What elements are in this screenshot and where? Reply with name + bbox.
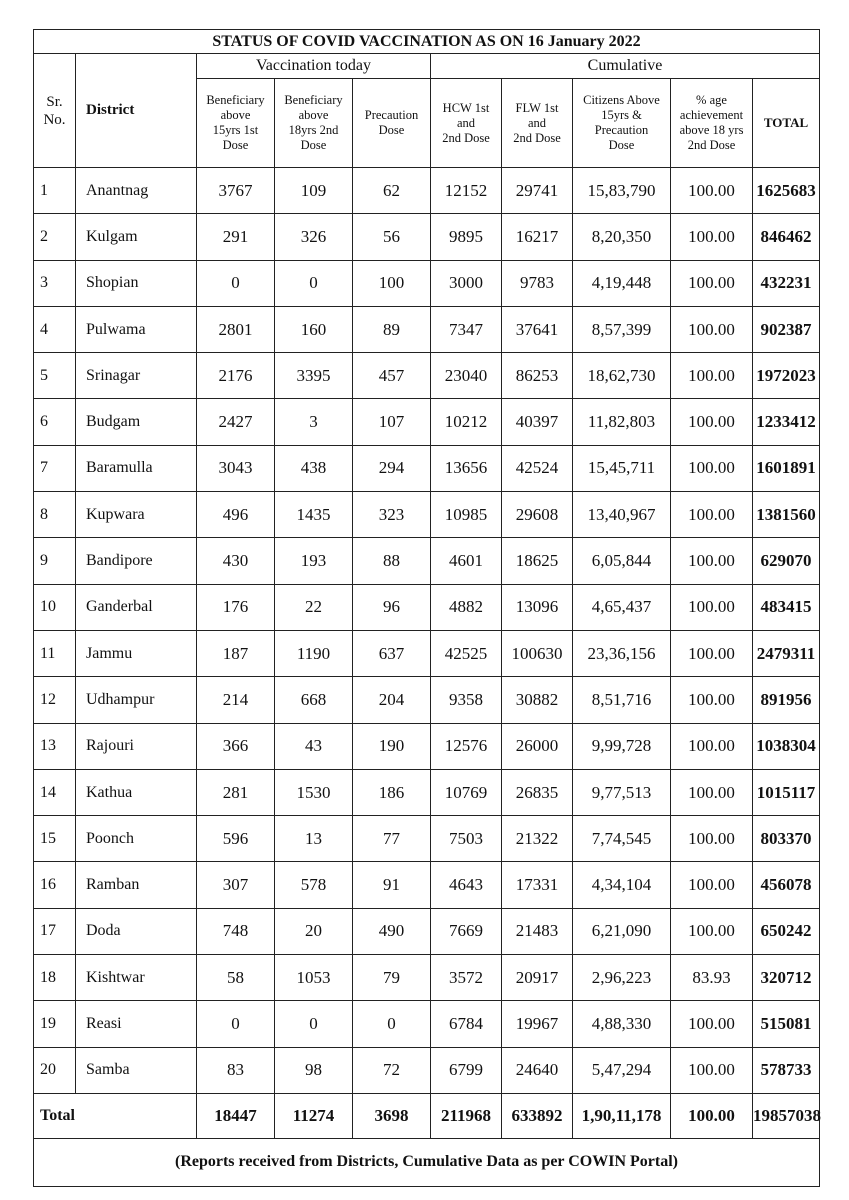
hcw-cell: 9895 bbox=[431, 214, 502, 260]
flw-cell: 29741 bbox=[502, 168, 573, 214]
precaution-cell: 294 bbox=[353, 445, 431, 491]
precaution-cell: 96 bbox=[353, 584, 431, 630]
table-row bbox=[34, 399, 820, 445]
citizens-cell: 4,88,330 bbox=[573, 1001, 671, 1047]
beneficiary-18yrs-cell: 1435 bbox=[275, 492, 353, 538]
beneficiary-15yrs-cell: 2427 bbox=[197, 399, 275, 445]
beneficiary-15yrs-cell: 58 bbox=[197, 955, 275, 1001]
district-cell: Rajouri bbox=[76, 723, 197, 769]
percentage-cell: 100.00 bbox=[671, 260, 753, 306]
district-cell: Doda bbox=[76, 908, 197, 954]
citizens-cell: 11,82,803 bbox=[573, 399, 671, 445]
sr-no-cell: 16 bbox=[34, 862, 76, 908]
district-cell: Bandipore bbox=[76, 538, 197, 584]
sr-no-cell: 18 bbox=[34, 955, 76, 1001]
flw-cell: 21322 bbox=[502, 816, 573, 862]
citizens-cell: 2,96,223 bbox=[573, 955, 671, 1001]
table-row bbox=[34, 723, 820, 769]
total-cell: 1601891 bbox=[753, 445, 820, 491]
citizens-cell: 15,45,711 bbox=[573, 445, 671, 491]
percentage-cell: 100.00 bbox=[671, 769, 753, 815]
totals-hcw: 211968 bbox=[431, 1093, 502, 1138]
percentage-cell: 100.00 bbox=[671, 723, 753, 769]
sr-no-cell: 15 bbox=[34, 816, 76, 862]
totals-b18: 11274 bbox=[275, 1093, 353, 1138]
total-cell: 456078 bbox=[753, 862, 820, 908]
precaution-cell: 0 bbox=[353, 1001, 431, 1047]
percentage-cell: 100.00 bbox=[671, 630, 753, 676]
flw-cell: 9783 bbox=[502, 260, 573, 306]
table-row bbox=[34, 630, 820, 676]
citizens-cell: 5,47,294 bbox=[573, 1047, 671, 1093]
total-cell: 650242 bbox=[753, 908, 820, 954]
beneficiary-18yrs-cell: 193 bbox=[275, 538, 353, 584]
table-row bbox=[34, 260, 820, 306]
precaution-cell: 72 bbox=[353, 1047, 431, 1093]
beneficiary-15yrs-cell: 0 bbox=[197, 1001, 275, 1047]
district-cell: Kupwara bbox=[76, 492, 197, 538]
percentage-cell: 100.00 bbox=[671, 399, 753, 445]
beneficiary-18yrs-cell: 438 bbox=[275, 445, 353, 491]
beneficiary-15yrs-cell: 0 bbox=[197, 260, 275, 306]
precaution-cell: 62 bbox=[353, 168, 431, 214]
sr-no-cell: 10 bbox=[34, 584, 76, 630]
precaution-cell: 56 bbox=[353, 214, 431, 260]
table-row bbox=[34, 816, 820, 862]
sr-no-cell: 17 bbox=[34, 908, 76, 954]
hcw-cell: 4601 bbox=[431, 538, 502, 584]
hcw-cell: 3000 bbox=[431, 260, 502, 306]
beneficiary-18yrs-cell: 3 bbox=[275, 399, 353, 445]
total-cell: 432231 bbox=[753, 260, 820, 306]
sr-no-cell: 5 bbox=[34, 353, 76, 399]
percentage-cell: 100.00 bbox=[671, 1047, 753, 1093]
beneficiary-18yrs-cell: 668 bbox=[275, 677, 353, 723]
beneficiary-15yrs-cell: 291 bbox=[197, 214, 275, 260]
total-cell: 515081 bbox=[753, 1001, 820, 1047]
percentage-cell: 100.00 bbox=[671, 908, 753, 954]
flw-cell: 26835 bbox=[502, 769, 573, 815]
percentage-cell: 83.93 bbox=[671, 955, 753, 1001]
hcw-cell: 42525 bbox=[431, 630, 502, 676]
totals-percentage: 100.00 bbox=[671, 1093, 753, 1138]
district-cell: Ganderbal bbox=[76, 584, 197, 630]
percentage-cell: 100.00 bbox=[671, 214, 753, 260]
total-cell: 846462 bbox=[753, 214, 820, 260]
beneficiary-18yrs-cell: 326 bbox=[275, 214, 353, 260]
beneficiary-15yrs-cell: 83 bbox=[197, 1047, 275, 1093]
beneficiary-15yrs-cell: 2801 bbox=[197, 306, 275, 352]
percentage-cell: 100.00 bbox=[671, 862, 753, 908]
table-row bbox=[34, 492, 820, 538]
flw-cell: 13096 bbox=[502, 584, 573, 630]
totals-grand-total: 19857038 bbox=[753, 1093, 820, 1138]
percentage-achievement-header: % age achievement above 18 yrs 2nd Dose bbox=[671, 79, 753, 168]
precaution-cell: 89 bbox=[353, 306, 431, 352]
flw-cell: 20917 bbox=[502, 955, 573, 1001]
hcw-cell: 12152 bbox=[431, 168, 502, 214]
hcw-cell: 10769 bbox=[431, 769, 502, 815]
beneficiary-18yrs-cell: 578 bbox=[275, 862, 353, 908]
percentage-cell: 100.00 bbox=[671, 168, 753, 214]
flw-cell: 17331 bbox=[502, 862, 573, 908]
percentage-cell: 100.00 bbox=[671, 492, 753, 538]
percentage-cell: 100.00 bbox=[671, 584, 753, 630]
sr-no-cell: 11 bbox=[34, 630, 76, 676]
flw-cell: 86253 bbox=[502, 353, 573, 399]
hcw-cell: 7669 bbox=[431, 908, 502, 954]
totals-flw: 633892 bbox=[502, 1093, 573, 1138]
table-row bbox=[34, 168, 820, 214]
sr-no-cell: 13 bbox=[34, 723, 76, 769]
table-row bbox=[34, 538, 820, 584]
beneficiary-18yrs-cell: 109 bbox=[275, 168, 353, 214]
totals-row bbox=[34, 1093, 820, 1138]
table-row bbox=[34, 769, 820, 815]
citizens-cell: 6,05,844 bbox=[573, 538, 671, 584]
totals-b15: 18447 bbox=[197, 1093, 275, 1138]
citizens-cell: 13,40,967 bbox=[573, 492, 671, 538]
flw-cell: 21483 bbox=[502, 908, 573, 954]
district-cell: Budgam bbox=[76, 399, 197, 445]
hcw-cell: 23040 bbox=[431, 353, 502, 399]
citizens-cell: 9,99,728 bbox=[573, 723, 671, 769]
vaccination-status-sheet bbox=[33, 29, 819, 1187]
beneficiary-15yrs-cell: 496 bbox=[197, 492, 275, 538]
hcw-header: HCW 1st and 2nd Dose bbox=[431, 79, 502, 168]
beneficiary-15yrs-cell: 596 bbox=[197, 816, 275, 862]
precaution-cell: 457 bbox=[353, 353, 431, 399]
beneficiary-15yrs-cell: 748 bbox=[197, 908, 275, 954]
beneficiary-15yrs-cell: 176 bbox=[197, 584, 275, 630]
citizens-cell: 9,77,513 bbox=[573, 769, 671, 815]
flw-cell: 100630 bbox=[502, 630, 573, 676]
table-row bbox=[34, 445, 820, 491]
beneficiary-18yrs-cell: 1053 bbox=[275, 955, 353, 1001]
beneficiary-15yrs-cell: 187 bbox=[197, 630, 275, 676]
hcw-cell: 10212 bbox=[431, 399, 502, 445]
sr-no-cell: 7 bbox=[34, 445, 76, 491]
sr-no-header: Sr. No. bbox=[34, 54, 76, 168]
percentage-cell: 100.00 bbox=[671, 306, 753, 352]
district-cell: Shopian bbox=[76, 260, 197, 306]
beneficiary-18yrs-cell: 160 bbox=[275, 306, 353, 352]
flw-cell: 30882 bbox=[502, 677, 573, 723]
citizens-cell: 4,65,437 bbox=[573, 584, 671, 630]
hcw-cell: 3572 bbox=[431, 955, 502, 1001]
precaution-cell: 91 bbox=[353, 862, 431, 908]
precaution-cell: 637 bbox=[353, 630, 431, 676]
beneficiary-15yrs-cell: 430 bbox=[197, 538, 275, 584]
flw-cell: 29608 bbox=[502, 492, 573, 538]
hcw-cell: 4882 bbox=[431, 584, 502, 630]
beneficiary-15yrs-cell: 281 bbox=[197, 769, 275, 815]
beneficiary-18yrs-cell: 13 bbox=[275, 816, 353, 862]
district-cell: Jammu bbox=[76, 630, 197, 676]
hcw-cell: 13656 bbox=[431, 445, 502, 491]
district-cell: Poonch bbox=[76, 816, 197, 862]
district-cell: Kulgam bbox=[76, 214, 197, 260]
beneficiary-18yrs-cell: 98 bbox=[275, 1047, 353, 1093]
precaution-cell: 190 bbox=[353, 723, 431, 769]
percentage-cell: 100.00 bbox=[671, 445, 753, 491]
flw-cell: 42524 bbox=[502, 445, 573, 491]
citizens-cell: 15,83,790 bbox=[573, 168, 671, 214]
table-row bbox=[34, 677, 820, 723]
hcw-cell: 12576 bbox=[431, 723, 502, 769]
percentage-cell: 100.00 bbox=[671, 677, 753, 723]
totals-label: Total bbox=[34, 1093, 197, 1138]
total-cell: 891956 bbox=[753, 677, 820, 723]
district-cell: Pulwama bbox=[76, 306, 197, 352]
flw-cell: 18625 bbox=[502, 538, 573, 584]
total-cell: 803370 bbox=[753, 816, 820, 862]
citizens-cell: 8,57,399 bbox=[573, 306, 671, 352]
district-cell: Ramban bbox=[76, 862, 197, 908]
citizens-cell: 6,21,090 bbox=[573, 908, 671, 954]
citizens-cell: 8,51,716 bbox=[573, 677, 671, 723]
vaccination-today-header: Vaccination today bbox=[197, 54, 431, 79]
citizens-header: Citizens Above 15yrs & Precaution Dose bbox=[573, 79, 671, 168]
flw-cell: 16217 bbox=[502, 214, 573, 260]
sr-no-cell: 12 bbox=[34, 677, 76, 723]
beneficiary-18yrs-cell: 22 bbox=[275, 584, 353, 630]
district-cell: Anantnag bbox=[76, 168, 197, 214]
flw-cell: 40397 bbox=[502, 399, 573, 445]
district-header: District bbox=[76, 54, 197, 168]
citizens-cell: 23,36,156 bbox=[573, 630, 671, 676]
table-row bbox=[34, 908, 820, 954]
sr-no-cell: 4 bbox=[34, 306, 76, 352]
total-cell: 578733 bbox=[753, 1047, 820, 1093]
beneficiary-15yrs-cell: 307 bbox=[197, 862, 275, 908]
sr-no-cell: 9 bbox=[34, 538, 76, 584]
total-cell: 902387 bbox=[753, 306, 820, 352]
citizens-cell: 4,34,104 bbox=[573, 862, 671, 908]
precaution-cell: 79 bbox=[353, 955, 431, 1001]
beneficiary-18yrs-cell: 3395 bbox=[275, 353, 353, 399]
total-cell: 1625683 bbox=[753, 168, 820, 214]
total-cell: 1381560 bbox=[753, 492, 820, 538]
district-cell: Baramulla bbox=[76, 445, 197, 491]
totals-precaution: 3698 bbox=[353, 1093, 431, 1138]
precaution-dose-header: Precaution Dose bbox=[353, 79, 431, 168]
percentage-cell: 100.00 bbox=[671, 538, 753, 584]
hcw-cell: 7347 bbox=[431, 306, 502, 352]
sr-no-cell: 1 bbox=[34, 168, 76, 214]
precaution-cell: 107 bbox=[353, 399, 431, 445]
cumulative-header: Cumulative bbox=[431, 54, 820, 79]
beneficiary-18yrs-cell: 1530 bbox=[275, 769, 353, 815]
table-row bbox=[34, 1001, 820, 1047]
table-title: STATUS OF COVID VACCINATION AS ON 16 January 2022 bbox=[34, 30, 820, 54]
district-cell: Reasi bbox=[76, 1001, 197, 1047]
district-rows bbox=[34, 168, 820, 1094]
total-header: TOTAL bbox=[753, 79, 820, 168]
beneficiary-15yrs-cell: 214 bbox=[197, 677, 275, 723]
total-cell: 483415 bbox=[753, 584, 820, 630]
citizens-cell: 8,20,350 bbox=[573, 214, 671, 260]
citizens-cell: 18,62,730 bbox=[573, 353, 671, 399]
flw-header: FLW 1st and 2nd Dose bbox=[502, 79, 573, 168]
table-row bbox=[34, 955, 820, 1001]
total-cell: 1233412 bbox=[753, 399, 820, 445]
citizens-cell: 7,74,545 bbox=[573, 816, 671, 862]
precaution-cell: 186 bbox=[353, 769, 431, 815]
citizens-cell: 4,19,448 bbox=[573, 260, 671, 306]
percentage-cell: 100.00 bbox=[671, 816, 753, 862]
table-row bbox=[34, 862, 820, 908]
total-cell: 1038304 bbox=[753, 723, 820, 769]
sr-no-cell: 6 bbox=[34, 399, 76, 445]
total-cell: 629070 bbox=[753, 538, 820, 584]
precaution-cell: 490 bbox=[353, 908, 431, 954]
table-row bbox=[34, 1047, 820, 1093]
table-row bbox=[34, 584, 820, 630]
precaution-cell: 88 bbox=[353, 538, 431, 584]
district-cell: Kishtwar bbox=[76, 955, 197, 1001]
district-cell: Samba bbox=[76, 1047, 197, 1093]
footer-note: (Reports received from Districts, Cumulative Data as per COWIN Portal) bbox=[34, 1138, 820, 1186]
district-cell: Srinagar bbox=[76, 353, 197, 399]
beneficiary-18yrs-cell: 0 bbox=[275, 1001, 353, 1047]
district-cell: Kathua bbox=[76, 769, 197, 815]
total-cell: 1972023 bbox=[753, 353, 820, 399]
sr-no-cell: 19 bbox=[34, 1001, 76, 1047]
hcw-cell: 9358 bbox=[431, 677, 502, 723]
sr-no-cell: 8 bbox=[34, 492, 76, 538]
flw-cell: 26000 bbox=[502, 723, 573, 769]
beneficiary-15yrs-cell: 3043 bbox=[197, 445, 275, 491]
totals-citizens: 1,90,11,178 bbox=[573, 1093, 671, 1138]
hcw-cell: 10985 bbox=[431, 492, 502, 538]
percentage-cell: 100.00 bbox=[671, 1001, 753, 1047]
beneficiary-18yrs-cell: 43 bbox=[275, 723, 353, 769]
sr-no-cell: 20 bbox=[34, 1047, 76, 1093]
flw-cell: 37641 bbox=[502, 306, 573, 352]
hcw-cell: 7503 bbox=[431, 816, 502, 862]
table-row bbox=[34, 306, 820, 352]
hcw-cell: 6799 bbox=[431, 1047, 502, 1093]
beneficiary-15yrs-1st-dose-header: Beneficiary above 15yrs 1st Dose bbox=[197, 79, 275, 168]
beneficiary-15yrs-cell: 366 bbox=[197, 723, 275, 769]
flw-cell: 24640 bbox=[502, 1047, 573, 1093]
beneficiary-15yrs-cell: 3767 bbox=[197, 168, 275, 214]
beneficiary-18yrs-cell: 20 bbox=[275, 908, 353, 954]
flw-cell: 19967 bbox=[502, 1001, 573, 1047]
sr-no-cell: 14 bbox=[34, 769, 76, 815]
table-row bbox=[34, 214, 820, 260]
total-cell: 320712 bbox=[753, 955, 820, 1001]
sr-no-cell: 2 bbox=[34, 214, 76, 260]
hcw-cell: 6784 bbox=[431, 1001, 502, 1047]
beneficiary-18yrs-2nd-dose-header: Beneficiary above 18yrs 2nd Dose bbox=[275, 79, 353, 168]
total-cell: 2479311 bbox=[753, 630, 820, 676]
vaccination-table bbox=[33, 29, 820, 1187]
table-row bbox=[34, 353, 820, 399]
district-cell: Udhampur bbox=[76, 677, 197, 723]
precaution-cell: 77 bbox=[353, 816, 431, 862]
percentage-cell: 100.00 bbox=[671, 353, 753, 399]
precaution-cell: 323 bbox=[353, 492, 431, 538]
hcw-cell: 4643 bbox=[431, 862, 502, 908]
beneficiary-15yrs-cell: 2176 bbox=[197, 353, 275, 399]
precaution-cell: 204 bbox=[353, 677, 431, 723]
beneficiary-18yrs-cell: 0 bbox=[275, 260, 353, 306]
sr-no-cell: 3 bbox=[34, 260, 76, 306]
precaution-cell: 100 bbox=[353, 260, 431, 306]
beneficiary-18yrs-cell: 1190 bbox=[275, 630, 353, 676]
total-cell: 1015117 bbox=[753, 769, 820, 815]
